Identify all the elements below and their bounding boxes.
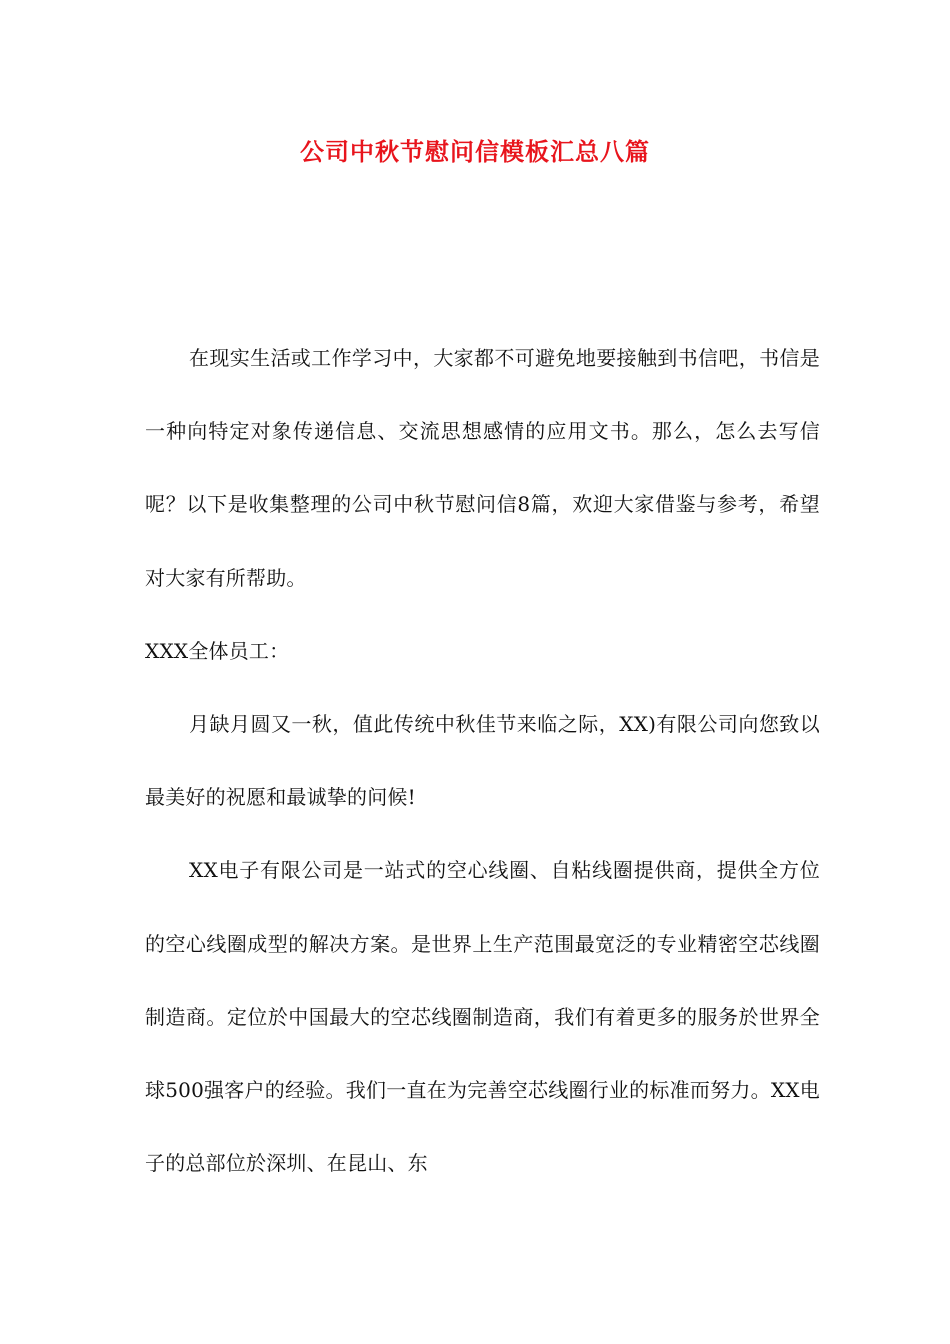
document-title: 公司中秋节慰问信模板汇总八篇: [300, 137, 650, 166]
document-body: [145, 322, 820, 1200]
intro-paragraph: 在现实生活或工作学习中，大家都不可避免地要接触到书信吧，书信是一种向特定对象传递信息、交流思想感情的应用文书。那么，怎么去写信呢？以下是收集整理的公司中秋节慰问信8篇，欢迎大家借鉴与参考，希望对大家有所帮助。: [145, 346, 820, 590]
salutation-paragraph: XXX全体员工：: [145, 638, 290, 663]
greeting-paragraph: 月缺月圆又一秋，值此传统中秋佳节来临之际，XX)有限公司向您致以最美好的祝愿和最诚挚的问候!: [145, 712, 820, 810]
company-paragraph: XX电子有限公司是一站式的空心线圈、自粘线圈提供商，提供全方位的空心线圈成型的解决方案。是世界上生产范围最宽泛的专业精密空芯线圈制造商。定位於中国最大的空芯线圈制造商，我们有着更多的服务於世界全球500强客户的经验。我们一直在为完善空芯线圈行业的标准而努力。XX电子的总部位於深圳、在昆山、东: [145, 858, 820, 1176]
